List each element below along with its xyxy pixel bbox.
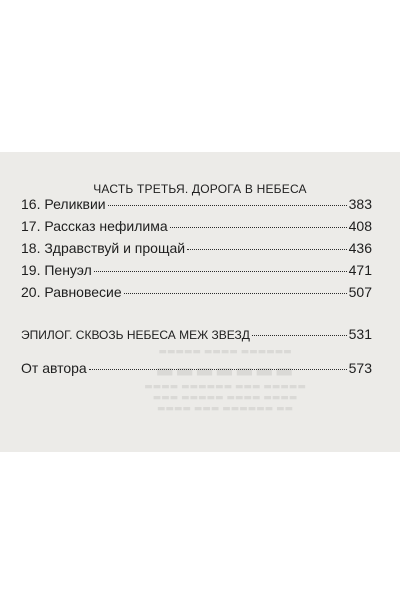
toc-entry-page: 531 (348, 326, 372, 342)
toc-entry-chapter-17[interactable] (21, 217, 372, 235)
toc-entry-page: 471 (348, 262, 372, 278)
dot-leader (94, 271, 347, 272)
toc-entry-label: 19. Пенуэл (21, 262, 92, 278)
dot-leader (252, 335, 347, 336)
part-title: ЧАСТЬ ТРЕТЬЯ. ДОРОГА В НЕБЕСА (93, 182, 307, 196)
dot-leader (124, 293, 347, 294)
book-page (0, 152, 400, 452)
dot-leader (187, 249, 347, 250)
dot-leader (170, 227, 347, 228)
show-through-texture: ▬▬▬▬▬ ▬▬▬▬ ▬▬▬▬▬▬ ▬▬▬▬▬▬▬ ▬▬▬▬ ▬▬▬▬▬▬ ▬▬▬ ▬▬▬▬▬ ▬▬▬ ▬▬▬▬▬ ▬▬▬▬ ▬▬▬▬ ▬▬▬▬ ▬▬▬ ▬▬▬▬▬▬ ▬▬ (144, 347, 306, 414)
toc-entry-chapter-16[interactable] (21, 195, 372, 213)
toc-entry-page: 507 (348, 284, 372, 300)
toc-entry-label: От автора (21, 360, 87, 376)
dot-leader (108, 205, 347, 206)
dot-leader (89, 369, 347, 370)
toc-entry-page: 408 (348, 218, 372, 234)
toc-entry-label: 17. Рассказ нефилима (21, 218, 168, 234)
toc-entry-page: 436 (348, 240, 372, 256)
toc-entry-label: 20. Равновесие (21, 284, 122, 300)
toc-entry-chapter-18[interactable] (21, 239, 372, 257)
toc-entry-label: 16. Реликвии (21, 196, 106, 212)
toc-entry-chapter-20[interactable] (21, 283, 372, 301)
toc-entry-afterword[interactable] (21, 359, 372, 377)
toc-entry-chapter-19[interactable] (21, 261, 372, 279)
toc-entry-page: 573 (348, 360, 372, 376)
toc-entry-page: 383 (348, 196, 372, 212)
toc-entry-label: ЭПИЛОГ. СКВОЗЬ НЕБЕСА МЕЖ ЗВЕЗД (21, 328, 250, 342)
toc-entry-epilogue[interactable] (21, 325, 372, 344)
toc-entry-label: 18. Здравствуй и прощай (21, 240, 186, 256)
